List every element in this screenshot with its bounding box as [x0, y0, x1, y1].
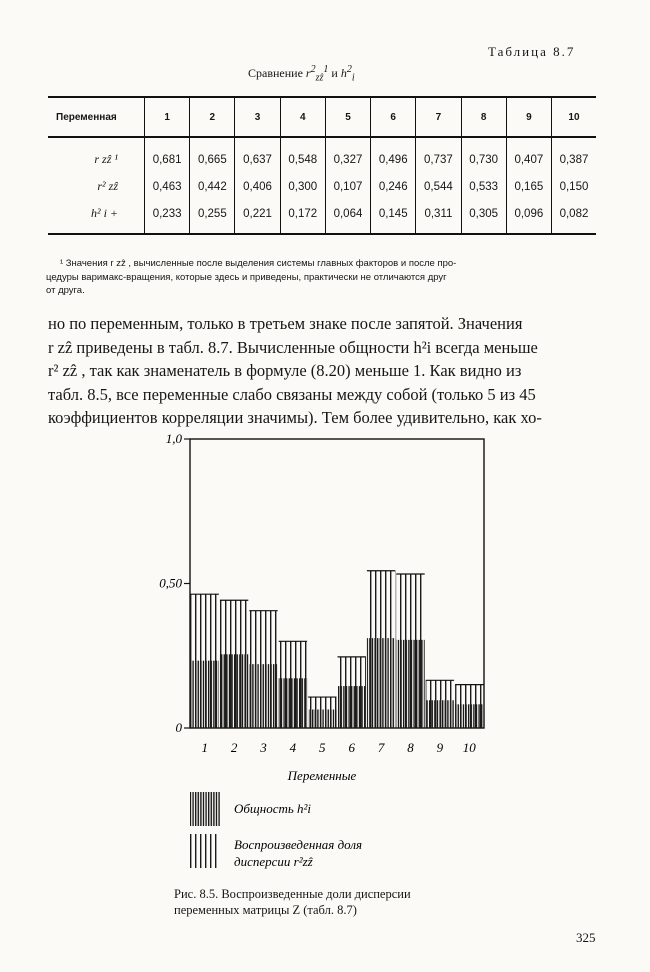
table-cell: 0,544	[416, 173, 461, 200]
x-tick-label: 2	[230, 740, 238, 755]
table-cell: 0,305	[461, 200, 506, 234]
table-cell: 0,145	[371, 200, 416, 234]
caption-r-note: 1	[323, 64, 329, 75]
table-cell: 0,496	[371, 137, 416, 173]
y-tick-label: 1,0	[165, 431, 182, 446]
text-line: r² zẑ , так как знаменатель в формуле (8.20) меньше 1. Как видно из	[48, 361, 522, 380]
header-col: 7	[416, 97, 461, 137]
footnote-line: от друга.	[46, 285, 85, 296]
table-cell: 0,221	[235, 200, 280, 234]
table-cell: 0,442	[190, 173, 235, 200]
header-col: 3	[235, 97, 280, 137]
table-cell: 0,311	[416, 200, 461, 234]
header-col: 9	[506, 97, 551, 137]
bar-communality	[426, 700, 454, 728]
x-tick-label: 10	[462, 740, 476, 755]
table-cell: 0,548	[280, 137, 325, 173]
text-line: но по переменным, только в третьем знаке после запятой. Значения	[48, 314, 523, 333]
x-tick-label: 6	[348, 740, 355, 755]
caption-r: r	[305, 66, 311, 80]
table-cell: 0,082	[551, 200, 596, 234]
table-cell: 0,300	[280, 173, 325, 200]
header-col: 10	[551, 97, 596, 137]
figure-caption	[174, 886, 494, 918]
x-tick-label: 4	[289, 740, 297, 755]
caption-h-sup: 2	[346, 64, 352, 75]
header-col: 1	[145, 97, 190, 137]
header-col: 4	[280, 97, 325, 137]
header-variable: Переменная	[48, 97, 145, 137]
x-axis-label: Переменные	[287, 768, 357, 783]
caption-r-sub: zẑ	[315, 72, 324, 84]
header-col: 6	[371, 97, 416, 137]
footnote-line: ¹ Значения r zẑ , вычисленные после выделения системы главных факторов и после про-	[60, 258, 457, 269]
table-cell: 0,681	[145, 137, 190, 173]
page-number: 325	[576, 930, 596, 945]
x-tick-label: 9	[436, 740, 444, 755]
header-col: 5	[325, 97, 370, 137]
bar-communality	[455, 704, 483, 728]
legend-label-reproduced-line2: дисперсии r²zẑ	[234, 854, 313, 869]
table-cell: 0,172	[280, 200, 325, 234]
x-tick-label: 8	[407, 740, 414, 755]
x-tick-label: 5	[319, 740, 326, 755]
caption-r-sup: 2	[310, 64, 316, 75]
y-tick-label: 0,50	[159, 575, 182, 591]
row-label: r² zẑ	[97, 179, 118, 193]
caption-prefix: Сравнение	[248, 66, 303, 80]
caption-and: и	[331, 66, 338, 80]
bar-communality	[308, 710, 336, 728]
bar-communality	[367, 638, 395, 728]
table-cell: 0,150	[551, 173, 596, 200]
table-cell: 0,387	[551, 137, 596, 173]
bar-communality	[338, 686, 366, 728]
text-line: табл. 8.5, все переменные слабо связаны между собой (только 5 из 45	[48, 384, 536, 404]
table-cell: 0,637	[235, 137, 280, 173]
table-cell: 0,064	[325, 200, 370, 234]
header-col: 8	[461, 97, 506, 137]
table-cell: 0,407	[506, 137, 551, 173]
bar-communality	[396, 640, 424, 728]
legend-label-communality: Общность h²i	[234, 801, 312, 816]
table-cell: 0,730	[461, 137, 506, 173]
row-label: h² i +	[90, 206, 118, 220]
caption-line: Рис. 8.5. Воспроизведенные доли дисперсии	[174, 887, 411, 901]
caption-line: переменных матрицы Z (табл. 8.7)	[174, 903, 357, 917]
row-label: r zẑ ¹	[94, 152, 118, 166]
bar-communality	[249, 664, 277, 728]
header-col: 2	[190, 97, 235, 137]
table-cell: 0,737	[416, 137, 461, 173]
table-cell: 0,406	[235, 173, 280, 200]
bar-communality	[220, 654, 248, 728]
table-cell: 0,107	[325, 173, 370, 200]
table-cell: 0,327	[325, 137, 370, 173]
caption-h: h	[340, 66, 347, 80]
footnote-line: цедуры варимакс-вращения, которые здесь и приведены, практически не отличаются друг	[46, 271, 447, 283]
caption-h-sub: i	[351, 72, 355, 84]
text-line: коэффициентов корреляции значимы). Тем более удивительно, как хо-	[48, 408, 542, 427]
table-cell: 0,246	[371, 173, 416, 200]
y-tick-label: 0	[175, 720, 182, 735]
x-tick-label: 3	[260, 740, 267, 755]
x-tick-label: 7	[377, 740, 385, 755]
table-cell: 0,165	[506, 173, 551, 200]
bar-communality	[191, 661, 219, 728]
legend-swatch-dense	[190, 792, 220, 826]
x-tick-label: 1	[201, 740, 208, 755]
table-cell: 0,665	[190, 137, 235, 173]
table-number: Таблица 8.7	[488, 44, 576, 59]
table-cell: 0,233	[145, 200, 190, 234]
table-cell: 0,096	[506, 200, 551, 234]
table-cell: 0,533	[461, 173, 506, 200]
legend-swatch-sparse	[190, 834, 220, 868]
legend-label-reproduced-line1: Воспроизведенная доля	[234, 837, 363, 852]
table-cell: 0,255	[190, 200, 235, 234]
text-line: r zẑ приведены в табл. 8.7. Вычисленные общности h²i всегда меньше	[48, 337, 538, 357]
table-cell: 0,463	[145, 173, 190, 200]
bar-communality	[279, 678, 307, 728]
